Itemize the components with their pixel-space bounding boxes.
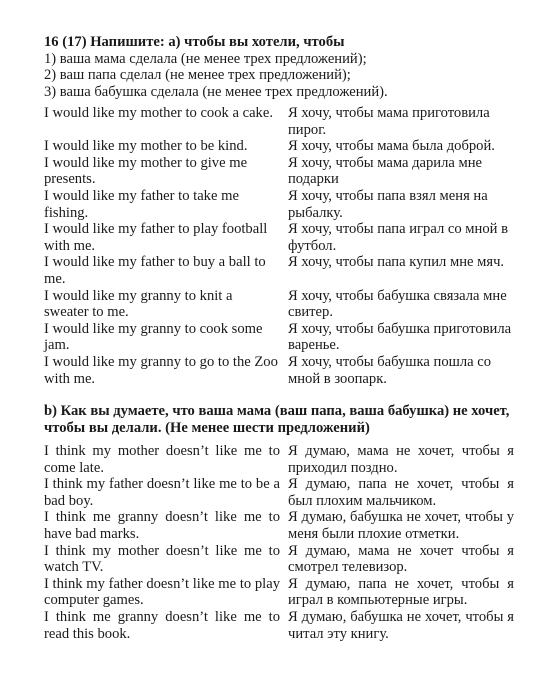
russian-translation: Я думаю, папа не хочет, чтобы я играл в компьютерные игры. [288,575,514,609]
english-sentence: I think me granny doesn’t like me to read this book. [44,608,280,642]
english-sentence: I would like my mother to give me presents. [44,154,248,188]
exercise-header [44,34,514,100]
sentence-pair [44,576,514,609]
russian-translation: Я думаю, мама не хочет чтобы я смотрел телевизор. [288,542,514,576]
sentence-pair [44,354,514,387]
english-sentence: I would like my father to play football with me. [44,221,268,254]
english-sentence: I think my father doesn’t like me to be a bad boy. [44,476,280,509]
instruction-item: 2) ваш папа сделал (не менее трех предложений); [44,67,351,84]
sentence-pair [44,254,514,287]
sentence-pair [44,443,514,476]
sentence-pair [44,288,514,321]
sentence-pair [44,138,514,155]
part-b-list [44,443,514,642]
russian-translation: Я хочу, чтобы бабушка пошла со мной в зоопарк. [288,353,492,387]
sentence-pair [44,321,514,354]
part-b-heading: b) Как вы думаете, что ваша мама (ваш папа, ваша бабушка) не хочет, чтобы вы делали. (Не менее шести предложений) [44,403,510,436]
english-sentence: I would like my granny to cook some jam. [44,320,263,354]
russian-translation: Я хочу, чтобы папа купил мне мяч. [288,254,505,271]
part-a-list [44,105,514,387]
english-sentence: I would like my granny to go to the Zoo with me. [44,353,278,387]
exercise-title: 16 (17) Напишите: а) чтобы вы хотели, чтобы [44,34,345,50]
sentence-pair [44,105,514,138]
russian-translation: Я хочу, чтобы папа играл со мной в футбол. [288,221,508,254]
english-sentence: I would like my granny to knit a sweater to me. [44,287,233,321]
sentence-pair [44,509,514,542]
russian-translation: Я думаю, бабушка не хочет, чтобы у меня были плохие отметки. [288,509,514,542]
russian-translation: Я думаю, бабушка не хочет, чтобы я читал эту книгу. [288,608,514,642]
russian-translation: Я хочу, чтобы мама приготовила пирог. [288,105,490,138]
english-sentence: I think my father doesn’t like me to play computer games. [44,575,280,609]
russian-translation: Я думаю, папа не хочет, чтобы я был плохим мальчиком. [288,476,514,509]
english-sentence: I would like my mother to cook a cake. [44,105,273,121]
russian-translation: Я хочу, чтобы мама была доброй. [288,138,495,155]
sentence-pair [44,476,514,509]
english-sentence: I would like my father to take me fishing. [44,187,239,221]
instruction-item: 1) ваша мама сделала (не менее трех предложений); [44,50,367,67]
russian-translation: Я хочу, чтобы бабушка приготовила варенье. [288,320,512,354]
russian-translation: Я думаю, мама не хочет, чтобы я приходил поздно. [288,443,514,476]
russian-translation: Я хочу, чтобы бабушка связала мне свитер. [288,287,507,321]
instruction-item: 3) ваша бабушка сделала (не менее трех предложений). [44,83,388,100]
russian-translation: Я хочу, чтобы папа взял меня на рыбалку. [288,187,488,221]
english-sentence: I would like my mother to be kind. [44,138,248,155]
russian-translation: Я хочу, чтобы мама дарила мне подарки [288,154,483,188]
sentence-pair [44,221,514,254]
english-sentence: I think my mother doesn’t like me to watch TV. [44,542,280,576]
sentence-pair [44,609,514,642]
english-sentence: I would like my father to buy a ball to me. [44,254,266,287]
sentence-pair [44,188,514,221]
sentence-pair [44,155,514,188]
sentence-pair [44,543,514,576]
english-sentence: I think me granny doesn’t like me to have bad marks. [44,509,280,542]
english-sentence: I think my mother doesn’t like me to come late. [44,443,280,476]
